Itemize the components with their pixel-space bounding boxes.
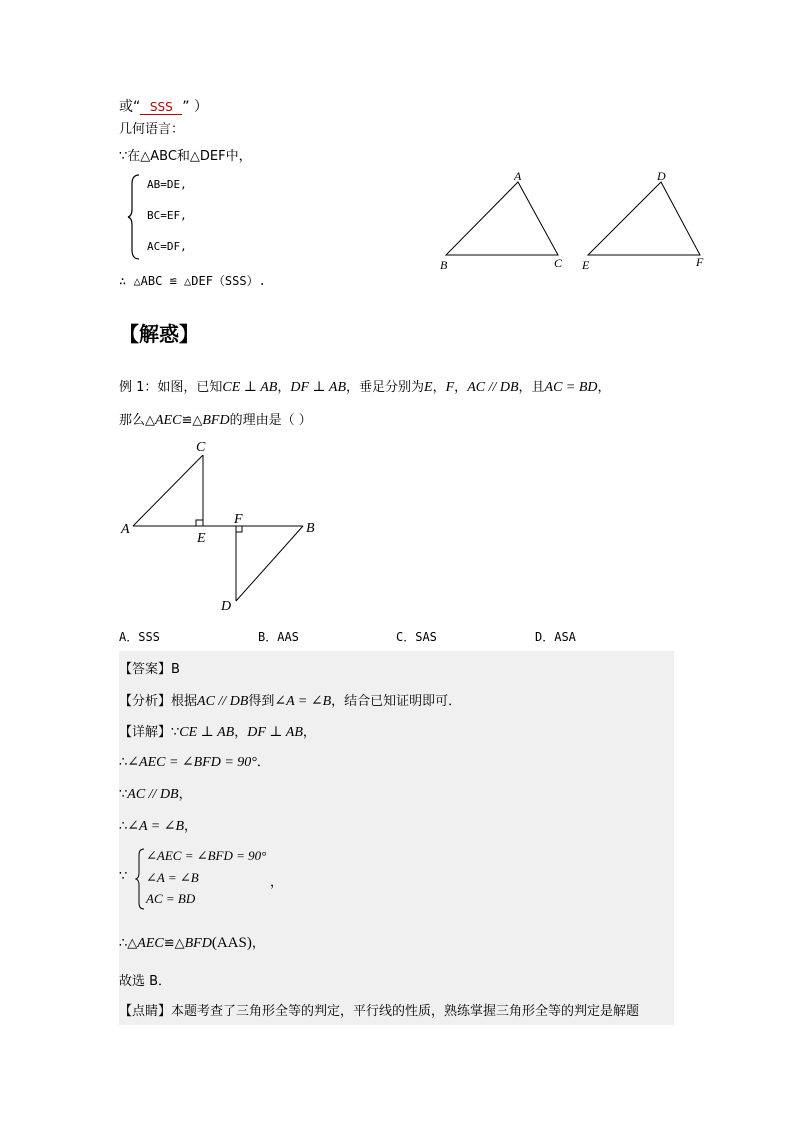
final-conclusion: [119, 932, 265, 952]
option-a[interactable]: A．SSS: [119, 630, 160, 644]
example-text: ，且: [518, 380, 545, 395]
point-label-e: E: [197, 531, 206, 546]
math-ac-parallel-db: AC // DB: [127, 787, 179, 802]
punct: ，: [597, 380, 611, 395]
condition-bc-ef: BC=EF,: [147, 209, 187, 222]
math-aas: (AAS): [211, 935, 252, 951]
analysis-text: 根据: [171, 694, 198, 709]
math-ce-perp-ab: CE ⊥ AB: [222, 380, 278, 395]
punct: ，: [432, 380, 446, 395]
punct: ．: [256, 755, 270, 770]
congruent-triangles-figure: [435, 168, 735, 278]
math-right-angles: ∠AEC = ∠BFD = 90°: [127, 755, 257, 770]
math-angle-a-eq-b: ∠A = ∠B: [127, 819, 185, 834]
comment-text: 本题考查了三角形全等的判定，平行线的性质，熟练掌握三角形全等的判定是解题: [171, 1004, 640, 1019]
comment-label: 【点睛】: [119, 1004, 172, 1019]
quote-prefix: 或“: [119, 99, 141, 115]
punct: ，: [454, 380, 468, 395]
option-d[interactable]: D．ASA: [535, 630, 576, 644]
math-bfd: BFD: [202, 413, 230, 428]
detail-label: 【详解】: [119, 725, 172, 740]
detail-line: [119, 721, 316, 741]
math-df-perp-ab: DF ⊥ AB: [290, 380, 347, 395]
punct: ，: [178, 787, 192, 802]
analysis-line: [119, 690, 461, 710]
point-label-a: A: [121, 522, 130, 537]
example-line-2: [119, 409, 312, 429]
example-text: ≌△: [181, 413, 203, 428]
option-c[interactable]: C．SAS: [396, 630, 437, 644]
math-ac-eq-bd: AC = BD: [544, 380, 598, 395]
analysis-text: 得到: [248, 694, 275, 709]
example-text: 的理由是（ ）: [229, 413, 312, 428]
math-e: E: [424, 380, 433, 395]
system-eq-3: AC = BD: [146, 891, 196, 906]
vertex-label-a: A: [514, 169, 522, 183]
punct: ，: [184, 819, 198, 834]
example-text: ，垂足分别为: [346, 380, 425, 395]
conclusion-line: ∴ △ABC ≌ △DEF（SSS）.: [119, 274, 266, 288]
math-f: F: [445, 380, 455, 395]
point-label-d: D: [221, 599, 232, 614]
filled-blank: SSS: [140, 100, 182, 115]
answer-label: 【答案】: [119, 662, 172, 677]
therefore-symbol: ∴△: [119, 936, 138, 951]
math-ac-parallel-db: AC // DB: [197, 694, 249, 709]
answer-value: B: [171, 662, 180, 677]
therefore-symbol: ∴: [119, 819, 128, 834]
example-text: 例 1：如图，已知: [119, 380, 223, 395]
vertex-label-e: E: [582, 258, 590, 272]
left-brace: [127, 174, 141, 260]
punct: ，: [277, 380, 291, 395]
step-3: [119, 815, 197, 835]
example-line-1: [119, 376, 611, 396]
example-figure: [115, 435, 325, 620]
because-symbol: ∵: [171, 725, 180, 740]
step-1: [119, 751, 270, 771]
given-line: ∵在△ABC和△DEF中，: [119, 149, 252, 164]
comment-line: [119, 1000, 639, 1019]
math-df-perp-ab: DF ⊥ AB: [247, 725, 303, 740]
system-because: ∵: [119, 869, 128, 884]
condition-ac-df: AC=DF,: [147, 240, 187, 253]
analysis-text: ，结合已知证明即可．: [331, 694, 462, 709]
math-ce-perp-ab: CE ⊥ AB: [179, 725, 235, 740]
system-eq-2: ∠A = ∠B: [146, 870, 199, 885]
answer-line: [119, 658, 180, 677]
geometry-language-label: 几何语言：: [119, 122, 185, 137]
vertex-label-f: F: [696, 255, 704, 269]
answer-line: [119, 96, 208, 116]
math-ac-parallel-db: AC // DB: [467, 380, 519, 395]
math-aec: AEC: [155, 413, 182, 428]
segment-ac: [133, 455, 203, 526]
math-bfd: BFD: [184, 936, 212, 951]
math-angle-a-eq-b: ∠A = ∠B: [274, 694, 332, 709]
system-comma: ，: [270, 875, 284, 890]
analysis-label: 【分析】: [119, 694, 172, 709]
vertex-label-d: D: [657, 169, 666, 183]
system-brace: [135, 848, 145, 910]
therefore-symbol: ∴: [119, 755, 128, 770]
point-label-c: C: [196, 440, 206, 455]
condition-ab-de: AB=DE,: [147, 178, 187, 191]
triangle-def: [588, 182, 700, 255]
point-label-f: F: [234, 512, 243, 527]
quote-suffix: ” ）: [182, 99, 208, 115]
vertex-label-c: C: [554, 256, 563, 270]
section-title: 【解惑】: [119, 322, 199, 346]
congruent-symbol: ≌△: [163, 936, 185, 951]
step-2: [119, 783, 192, 803]
system-eq-1: ∠AEC = ∠BFD = 90°: [146, 848, 267, 863]
punct: ，: [234, 725, 248, 740]
example-text: 那么△: [119, 413, 155, 428]
segment-bd: [236, 526, 303, 601]
option-b[interactable]: B．AAS: [258, 630, 299, 644]
math-aec: AEC: [137, 936, 164, 951]
choose-line: 故选 B．: [119, 974, 172, 989]
because-symbol: ∵: [119, 787, 128, 802]
point-label-b: B: [306, 521, 315, 536]
punct: ，: [251, 936, 265, 951]
vertex-label-b: B: [440, 258, 448, 272]
triangle-abc: [446, 182, 558, 255]
punct: ，: [302, 725, 316, 740]
right-angle-mark-e: [196, 520, 203, 526]
